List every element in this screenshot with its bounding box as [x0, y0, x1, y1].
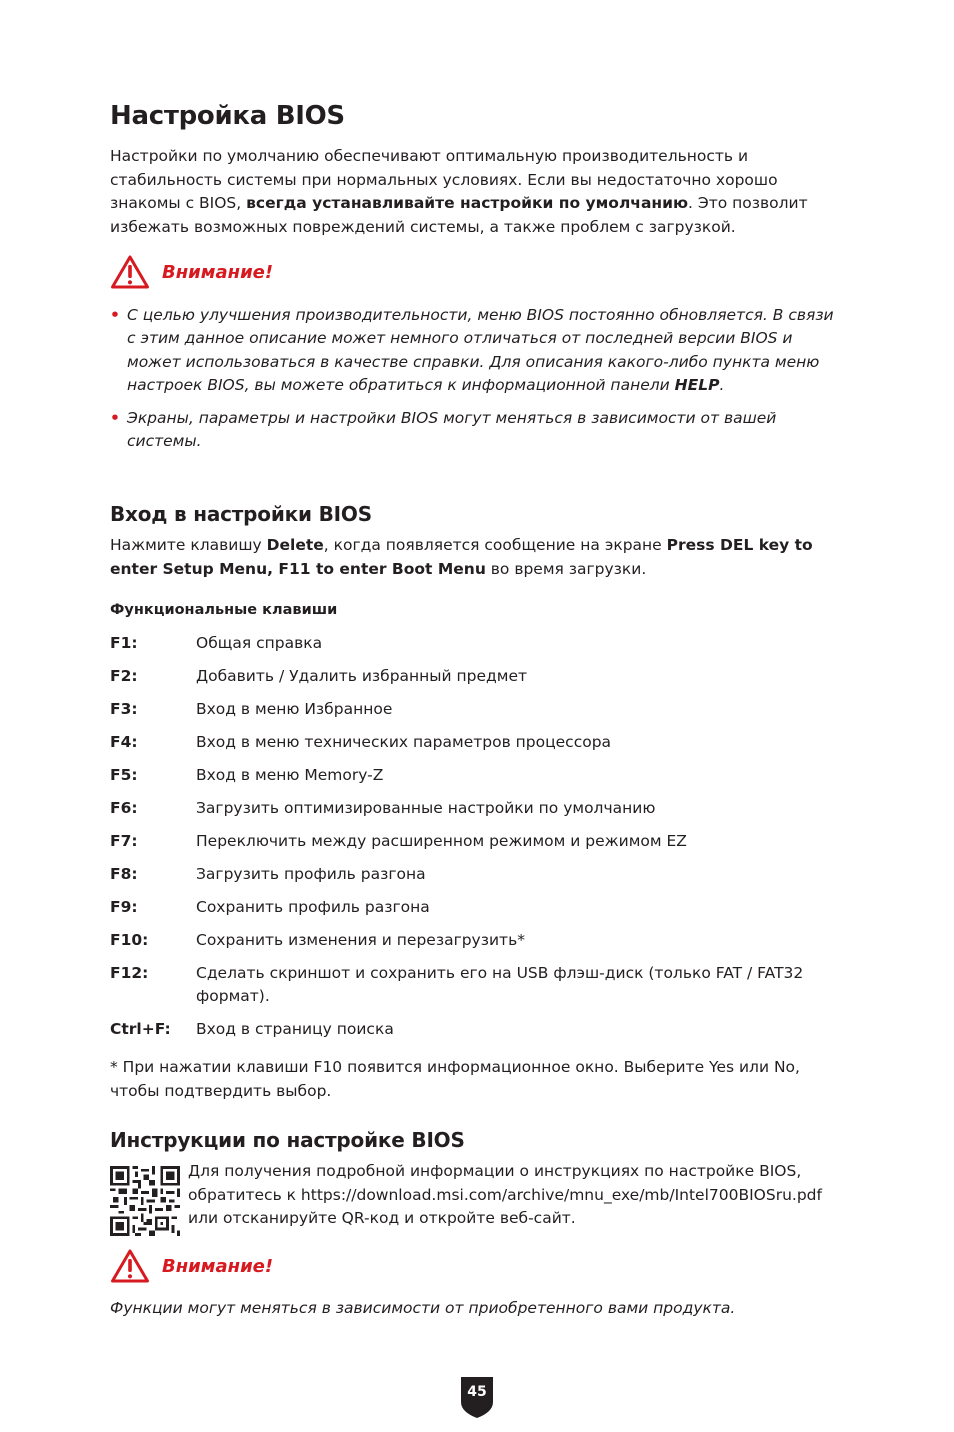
warning-icon: [110, 1248, 150, 1284]
warning-label: Внимание!: [162, 261, 274, 283]
section-heading-instructions: Инструкции по настройке BIOS: [110, 1128, 465, 1152]
key-row: F2: Добавить / Удалить избранный предмет: [110, 667, 528, 685]
key-row: F7: Переключить между расширенном режимом и режимом EZ: [110, 832, 687, 850]
key-row: F6: Загрузить оптимизированные настройки по умолчанию: [110, 799, 656, 817]
function-keys-heading: Функциональные клавиши: [110, 602, 338, 618]
key-row: F10: Сохранить изменения и перезагрузить*: [110, 931, 525, 949]
key-row: F12: Сделать скриншот и сохранить его на USB флэш-диск (только FAT / FAT32 формат).: [110, 964, 804, 1005]
key-row: F8: Загрузить профиль разгона: [110, 865, 426, 883]
list-item: • Экраны, параметры и настройки BIOS могут меняться в зависимости от вашей системы.: [110, 409, 777, 451]
page-title: Настройка BIOS: [110, 101, 345, 131]
intro-text-1: Настройки по умолчанию обеспечивают оптимальную производительность и стабильность системы при нормальных условиях. Если вы недостаточно хорошо знакомы с BIOS,: [110, 147, 778, 212]
qr-code-icon[interactable]: [110, 1166, 180, 1236]
key-row: F4: Вход в меню технических параметров процессора: [110, 733, 612, 751]
warning-header-2: [110, 1246, 273, 1286]
warning-header-1: [110, 252, 273, 292]
page-number-badge: [458, 1374, 496, 1420]
key-row: F5: Вход в меню Memory-Z: [110, 766, 384, 784]
warning-label: Внимание!: [162, 1255, 274, 1277]
enter-paragraph: Нажмите клавишу Delete, когда появляется сообщение на экране Press DEL key to enter Setup Menu, F11 to enter Boot Menu во время загрузки.: [110, 536, 813, 578]
intro-bold: всегда устанавливайте настройки по умолчанию: [246, 194, 689, 212]
key-row: F3: Вход в меню Избранное: [110, 700, 393, 718]
warning-icon: [110, 254, 150, 290]
boot-message: Press DEL key to enter Setup Menu, F11 to enter Boot Menu: [110, 536, 813, 578]
footnote: * При нажатии клавиши F10 появится информационное окно. Выберите Yes или No, чтобы подтвердить выбор.: [110, 1058, 800, 1100]
instructions-text: Для получения подробной информации о инструкциях по настройке BIOS, обратитесь к https://download.msi.com/archive/mnu_exe/mb/Intel700BIOSru.pdf или отсканируйте QR-код и откройте веб-сайт.: [188, 1162, 822, 1227]
warning-list: [110, 304, 840, 464]
page-number: 45: [467, 1384, 487, 1400]
key-row: F9: Сохранить профиль разгона: [110, 898, 430, 916]
section-heading-enter: Вход в настройки BIOS: [110, 502, 372, 526]
warning-2-text: Функции могут меняться в зависимости от приобретенного вами продукта.: [110, 1299, 736, 1317]
key-row: Ctrl+F: Вход в страницу поиска: [110, 1020, 394, 1038]
intro-paragraph: [110, 145, 840, 239]
list-item: • С целью улучшения производительности, меню BIOS постоянно обновляется. В связи с этим данное описание может немного отличаться от последней версии BIOS и может использоваться в качестве справки. Для описания какого-либо пункта меню настроек BIOS, вы можете обратиться к информационной панели HELP.: [110, 306, 834, 394]
key-row: F1: Общая справка: [110, 634, 323, 652]
function-keys-list: [110, 632, 840, 1051]
delete-key: Delete: [266, 536, 324, 554]
help-bold: HELP: [674, 375, 720, 394]
intro-text-2: . Это позволит избежать возможных повреждений системы, а также проблем с загрузкой.: [110, 194, 808, 236]
